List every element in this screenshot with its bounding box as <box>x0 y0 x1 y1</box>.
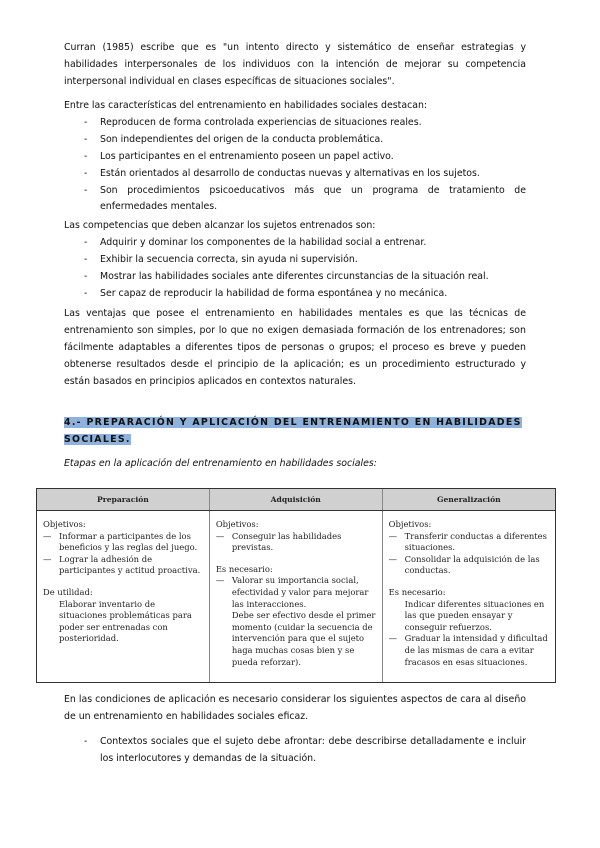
list-item: - Contextos sociales que el sujeto debe afrontar: debe describirse detalladamente e incluir los interlocutores y demandas de la situación. <box>64 734 526 768</box>
competencies-lead: Las competencias que deben alcanzar los sujetos entrenados son: <box>64 220 376 231</box>
conditions-list-block <box>64 734 526 768</box>
section-heading <box>64 414 526 448</box>
table-row <box>37 511 556 683</box>
characteristics-lead: Entre las características del entrenamiento en habilidades sociales destacan: <box>64 100 428 111</box>
necesario-text: Indicar diferentes situaciones en las que pueden ensayar y conseguir refuerzos. <box>404 598 545 632</box>
caption-block <box>64 456 526 473</box>
list-item: - Son independientes del origen de la conducta problemática. <box>64 132 526 149</box>
cell-generalizacion <box>382 511 555 683</box>
objetivos-label: Objetivos: <box>388 519 432 529</box>
list-item: - Reproducen de forma controlada experiencias de situaciones reales. <box>64 115 526 132</box>
list-item: - Están orientados al desarrollo de conductas nuevas y alternativas en los sujetos. <box>64 166 526 183</box>
advantages-block <box>64 306 526 391</box>
table-header-row <box>37 489 556 511</box>
header-preparacion: Preparación <box>37 489 210 511</box>
section-heading-line1: 4.- PREPARACIÓN Y APLICACIÓN DEL ENTRENAMIENTO EN HABILIDADES <box>64 417 522 428</box>
conditions-paragraph: En las condiciones de aplicación es necesario considerar los siguientes aspectos de cara al diseño de un entrenamiento en habilidades sociales eficaz. <box>64 694 526 722</box>
list-item: - Ser capaz de reproducir la habilidad de forma espontánea y no mecánica. <box>64 286 526 303</box>
list-item: - Mostrar las habilidades sociales ante diferentes circunstancias de la situación real. <box>64 269 526 286</box>
competencies-block <box>64 218 526 303</box>
header-generalizacion: Generalización <box>382 489 555 511</box>
list-item: — Valorar su importancia social, efectividad y valor para mejorar las interacciones. <box>215 575 369 609</box>
characteristics-block <box>64 98 526 216</box>
header-adquisicion: Adquisición <box>209 489 382 511</box>
list-item: - Adquirir y dominar los componentes de la habilidad social a entrenar. <box>64 235 526 252</box>
objetivos-label: Objetivos: <box>43 519 86 529</box>
utilidad-text: Elaborar inventario de situaciones problemáticas para poder ser entrenadas con posterioridad. <box>59 598 192 644</box>
cell-adquisicion <box>209 511 382 683</box>
list-item: - Son procedimientos psicoeducativos más que un programa de tratamiento de enfermedades mentales. <box>64 183 526 217</box>
list-item: — Conseguir las habilidades previstas. <box>215 530 342 553</box>
intro-block <box>64 40 526 91</box>
list-item: - Los participantes en el entrenamiento poseen un papel activo. <box>64 149 526 166</box>
conditions-list <box>64 734 526 768</box>
intro-paragraph: Curran (1985) escribe que es "un intento directo y sistemático de enseñar estrategias y habilidades interpersonales de los individuos con la intención de mejorar su competencia interpersonal individual en clases específicas de situaciones sociales". <box>64 42 526 87</box>
list-item: - Exhibir la secuencia correcta, sin ayuda ni supervisión. <box>64 252 526 269</box>
utilidad-label: De utilidad: <box>43 586 93 597</box>
objetivos-label: Objetivos: <box>215 519 259 529</box>
list-item: — Transferir conductas a diferentes situaciones. <box>388 530 547 553</box>
list-item: — Graduar la intensidad y dificultad de las mismas de cara a evitar fracasos en esas situaciones. <box>388 633 548 667</box>
necesario-label: Es necesario: <box>215 563 273 574</box>
list-item: — Informar a participantes de los beneficios y las reglas del juego. <box>43 530 198 553</box>
list-item: — Consolidar la adquisición de las conductas. <box>388 553 540 576</box>
table-caption: Etapas en la aplicación del entrenamiento en habilidades sociales: <box>64 458 377 469</box>
necesario-text: Debe ser efectivo desde el primer momento (cuidar la secuencia de intervención para que el sujeto haga muchas cosas bien y se pueda reforzar). <box>231 610 376 667</box>
advantages-paragraph: Las ventajas que posee el entrenamiento en habilidades mentales es que las técnicas de entrenamiento son simples, por lo que no exigen demasiada formación de los entrenadores; son fácilmente adaptables a diferentes tipos de personas o grupos; el proceso es breve y pueden obtenerse resultados desde el principio de la aplicación; es un procedimiento estructurado y están basados en principios aplicados en contextos naturales. <box>64 308 526 387</box>
stages-table <box>36 488 556 683</box>
conditions-block <box>64 692 526 726</box>
characteristics-list <box>64 115 526 216</box>
cell-preparacion <box>37 511 210 683</box>
necesario-label: Es necesario: <box>388 586 446 597</box>
competencies-list <box>64 235 526 303</box>
list-item: — Lograr la adhesión de participantes y actitud proactiva. <box>43 553 201 576</box>
section-heading-line2: SOCIALES. <box>64 434 131 445</box>
